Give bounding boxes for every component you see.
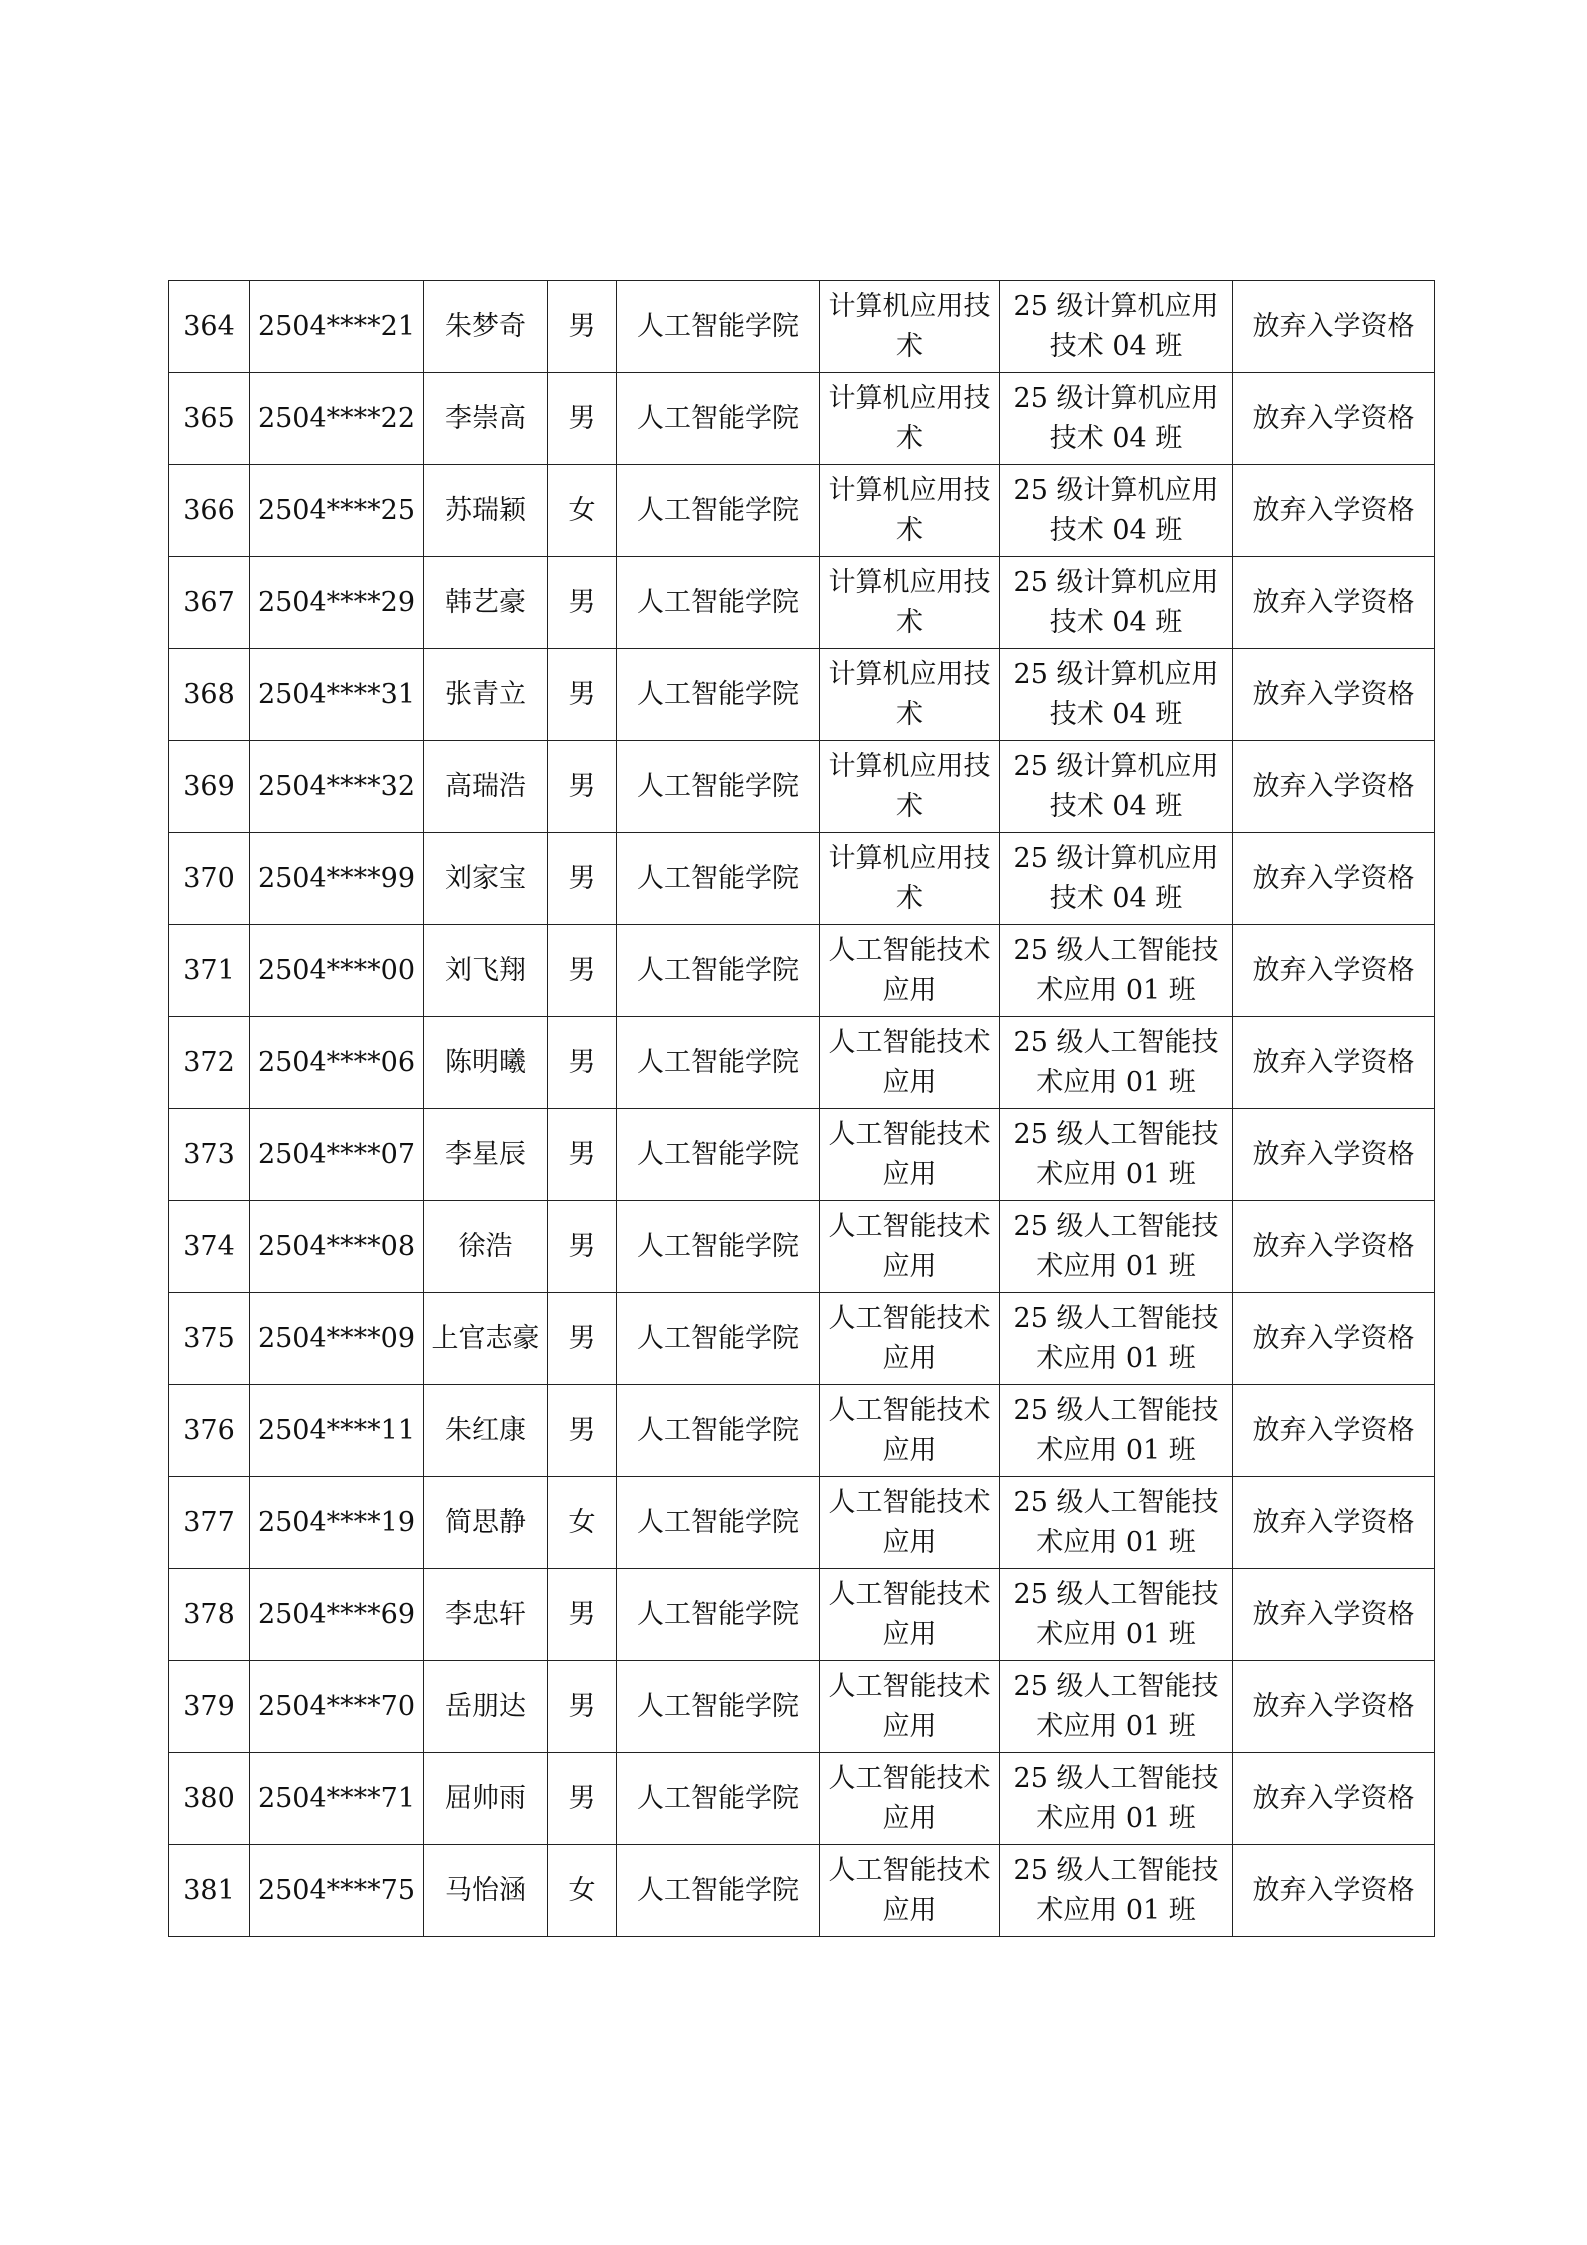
table-row [169,1845,1435,1937]
row-number-cell: 364 [169,281,250,373]
major-cell: 计算机应用技术 [820,833,1000,925]
major-cell: 计算机应用技术 [820,281,1000,373]
table-row [169,741,1435,833]
row-number-cell: 379 [169,1661,250,1753]
class-cell: 25 级人工智能技术应用 01 班 [1000,1109,1233,1201]
student-id-cell: 2504****06 [250,1017,424,1109]
gender-cell: 男 [548,1385,617,1477]
student-id-cell: 2504****22 [250,373,424,465]
college-cell: 人工智能学院 [617,1661,820,1753]
college-cell: 人工智能学院 [617,1201,820,1293]
table-row [169,1293,1435,1385]
college-cell: 人工智能学院 [617,649,820,741]
gender-cell: 男 [548,1569,617,1661]
student-id-cell: 2504****08 [250,1201,424,1293]
row-number-cell: 375 [169,1293,250,1385]
major-cell: 人工智能技术应用 [820,1293,1000,1385]
status-cell: 放弃入学资格 [1233,373,1435,465]
row-number-cell: 367 [169,557,250,649]
major-cell: 人工智能技术应用 [820,1569,1000,1661]
student-id-cell: 2504****07 [250,1109,424,1201]
class-cell: 25 级计算机应用技术 04 班 [1000,741,1233,833]
class-cell: 25 级人工智能技术应用 01 班 [1000,925,1233,1017]
major-cell: 计算机应用技术 [820,649,1000,741]
table-row [169,1017,1435,1109]
student-name-cell: 张青立 [424,649,548,741]
college-cell: 人工智能学院 [617,833,820,925]
major-cell: 计算机应用技术 [820,373,1000,465]
student-name-cell: 刘家宝 [424,833,548,925]
gender-cell: 男 [548,649,617,741]
table-row [169,557,1435,649]
student-name-cell: 简思静 [424,1477,548,1569]
status-cell: 放弃入学资格 [1233,1477,1435,1569]
student-name-cell: 李星辰 [424,1109,548,1201]
table-row [169,1477,1435,1569]
class-cell: 25 级人工智能技术应用 01 班 [1000,1385,1233,1477]
college-cell: 人工智能学院 [617,925,820,1017]
table-row [169,281,1435,373]
status-cell: 放弃入学资格 [1233,1569,1435,1661]
student-name-cell: 朱梦奇 [424,281,548,373]
row-number-cell: 381 [169,1845,250,1937]
table-row [169,1753,1435,1845]
table-row [169,833,1435,925]
major-cell: 人工智能技术应用 [820,1017,1000,1109]
class-cell: 25 级计算机应用技术 04 班 [1000,833,1233,925]
class-cell: 25 级人工智能技术应用 01 班 [1000,1017,1233,1109]
status-cell: 放弃入学资格 [1233,741,1435,833]
class-cell: 25 级计算机应用技术 04 班 [1000,465,1233,557]
major-cell: 人工智能技术应用 [820,1201,1000,1293]
class-cell: 25 级人工智能技术应用 01 班 [1000,1845,1233,1937]
status-cell: 放弃入学资格 [1233,557,1435,649]
row-number-cell: 380 [169,1753,250,1845]
status-cell: 放弃入学资格 [1233,1845,1435,1937]
status-cell: 放弃入学资格 [1233,465,1435,557]
gender-cell: 男 [548,373,617,465]
major-cell: 人工智能技术应用 [820,1845,1000,1937]
student-id-cell: 2504****75 [250,1845,424,1937]
class-cell: 25 级人工智能技术应用 01 班 [1000,1293,1233,1385]
class-cell: 25 级计算机应用技术 04 班 [1000,281,1233,373]
table-row [169,1569,1435,1661]
student-name-cell: 苏瑞颖 [424,465,548,557]
gender-cell: 男 [548,281,617,373]
gender-cell: 男 [548,741,617,833]
status-cell: 放弃入学资格 [1233,1201,1435,1293]
major-cell: 计算机应用技术 [820,557,1000,649]
status-cell: 放弃入学资格 [1233,281,1435,373]
student-id-cell: 2504****71 [250,1753,424,1845]
college-cell: 人工智能学院 [617,1293,820,1385]
student-name-cell: 高瑞浩 [424,741,548,833]
college-cell: 人工智能学院 [617,281,820,373]
row-number-cell: 373 [169,1109,250,1201]
student-roster-table [168,280,1435,1937]
student-name-cell: 陈明曦 [424,1017,548,1109]
major-cell: 人工智能技术应用 [820,1753,1000,1845]
major-cell: 人工智能技术应用 [820,925,1000,1017]
student-name-cell: 刘飞翔 [424,925,548,1017]
table-row [169,1109,1435,1201]
status-cell: 放弃入学资格 [1233,1661,1435,1753]
student-name-cell: 李忠轩 [424,1569,548,1661]
table-row [169,925,1435,1017]
student-id-cell: 2504****29 [250,557,424,649]
status-cell: 放弃入学资格 [1233,1109,1435,1201]
row-number-cell: 372 [169,1017,250,1109]
table-row [169,649,1435,741]
student-id-cell: 2504****70 [250,1661,424,1753]
student-name-cell: 上官志豪 [424,1293,548,1385]
student-id-cell: 2504****32 [250,741,424,833]
row-number-cell: 370 [169,833,250,925]
row-number-cell: 366 [169,465,250,557]
college-cell: 人工智能学院 [617,1017,820,1109]
gender-cell: 男 [548,1201,617,1293]
status-cell: 放弃入学资格 [1233,925,1435,1017]
gender-cell: 男 [548,1753,617,1845]
gender-cell: 男 [548,1017,617,1109]
table-row [169,1661,1435,1753]
row-number-cell: 368 [169,649,250,741]
class-cell: 25 级人工智能技术应用 01 班 [1000,1661,1233,1753]
student-id-cell: 2504****19 [250,1477,424,1569]
row-number-cell: 378 [169,1569,250,1661]
student-name-cell: 屈帅雨 [424,1753,548,1845]
status-cell: 放弃入学资格 [1233,1293,1435,1385]
major-cell: 人工智能技术应用 [820,1661,1000,1753]
gender-cell: 男 [548,557,617,649]
student-id-cell: 2504****31 [250,649,424,741]
status-cell: 放弃入学资格 [1233,649,1435,741]
student-id-cell: 2504****99 [250,833,424,925]
student-id-cell: 2504****69 [250,1569,424,1661]
major-cell: 计算机应用技术 [820,465,1000,557]
class-cell: 25 级人工智能技术应用 01 班 [1000,1569,1233,1661]
class-cell: 25 级人工智能技术应用 01 班 [1000,1201,1233,1293]
table-row [169,1385,1435,1477]
table-row [169,1201,1435,1293]
class-cell: 25 级人工智能技术应用 01 班 [1000,1753,1233,1845]
student-id-cell: 2504****21 [250,281,424,373]
gender-cell: 男 [548,833,617,925]
college-cell: 人工智能学院 [617,1109,820,1201]
student-id-cell: 2504****11 [250,1385,424,1477]
gender-cell: 男 [548,925,617,1017]
major-cell: 计算机应用技术 [820,741,1000,833]
college-cell: 人工智能学院 [617,741,820,833]
student-name-cell: 徐浩 [424,1201,548,1293]
student-id-cell: 2504****09 [250,1293,424,1385]
student-name-cell: 朱红康 [424,1385,548,1477]
student-name-cell: 李崇高 [424,373,548,465]
college-cell: 人工智能学院 [617,1753,820,1845]
row-number-cell: 374 [169,1201,250,1293]
gender-cell: 男 [548,1293,617,1385]
row-number-cell: 369 [169,741,250,833]
class-cell: 25 级计算机应用技术 04 班 [1000,373,1233,465]
table-row [169,373,1435,465]
roster-body [169,281,1435,1937]
gender-cell: 女 [548,1845,617,1937]
row-number-cell: 376 [169,1385,250,1477]
major-cell: 人工智能技术应用 [820,1385,1000,1477]
status-cell: 放弃入学资格 [1233,833,1435,925]
class-cell: 25 级计算机应用技术 04 班 [1000,649,1233,741]
status-cell: 放弃入学资格 [1233,1753,1435,1845]
college-cell: 人工智能学院 [617,1385,820,1477]
major-cell: 人工智能技术应用 [820,1109,1000,1201]
college-cell: 人工智能学院 [617,465,820,557]
college-cell: 人工智能学院 [617,557,820,649]
student-name-cell: 岳朋达 [424,1661,548,1753]
gender-cell: 男 [548,1109,617,1201]
gender-cell: 女 [548,465,617,557]
class-cell: 25 级人工智能技术应用 01 班 [1000,1477,1233,1569]
row-number-cell: 377 [169,1477,250,1569]
table-row [169,465,1435,557]
college-cell: 人工智能学院 [617,1845,820,1937]
major-cell: 人工智能技术应用 [820,1477,1000,1569]
status-cell: 放弃入学资格 [1233,1017,1435,1109]
status-cell: 放弃入学资格 [1233,1385,1435,1477]
college-cell: 人工智能学院 [617,1569,820,1661]
class-cell: 25 级计算机应用技术 04 班 [1000,557,1233,649]
gender-cell: 男 [548,1661,617,1753]
college-cell: 人工智能学院 [617,373,820,465]
student-name-cell: 韩艺豪 [424,557,548,649]
college-cell: 人工智能学院 [617,1477,820,1569]
row-number-cell: 371 [169,925,250,1017]
gender-cell: 女 [548,1477,617,1569]
student-id-cell: 2504****00 [250,925,424,1017]
row-number-cell: 365 [169,373,250,465]
student-name-cell: 马怡涵 [424,1845,548,1937]
student-id-cell: 2504****25 [250,465,424,557]
